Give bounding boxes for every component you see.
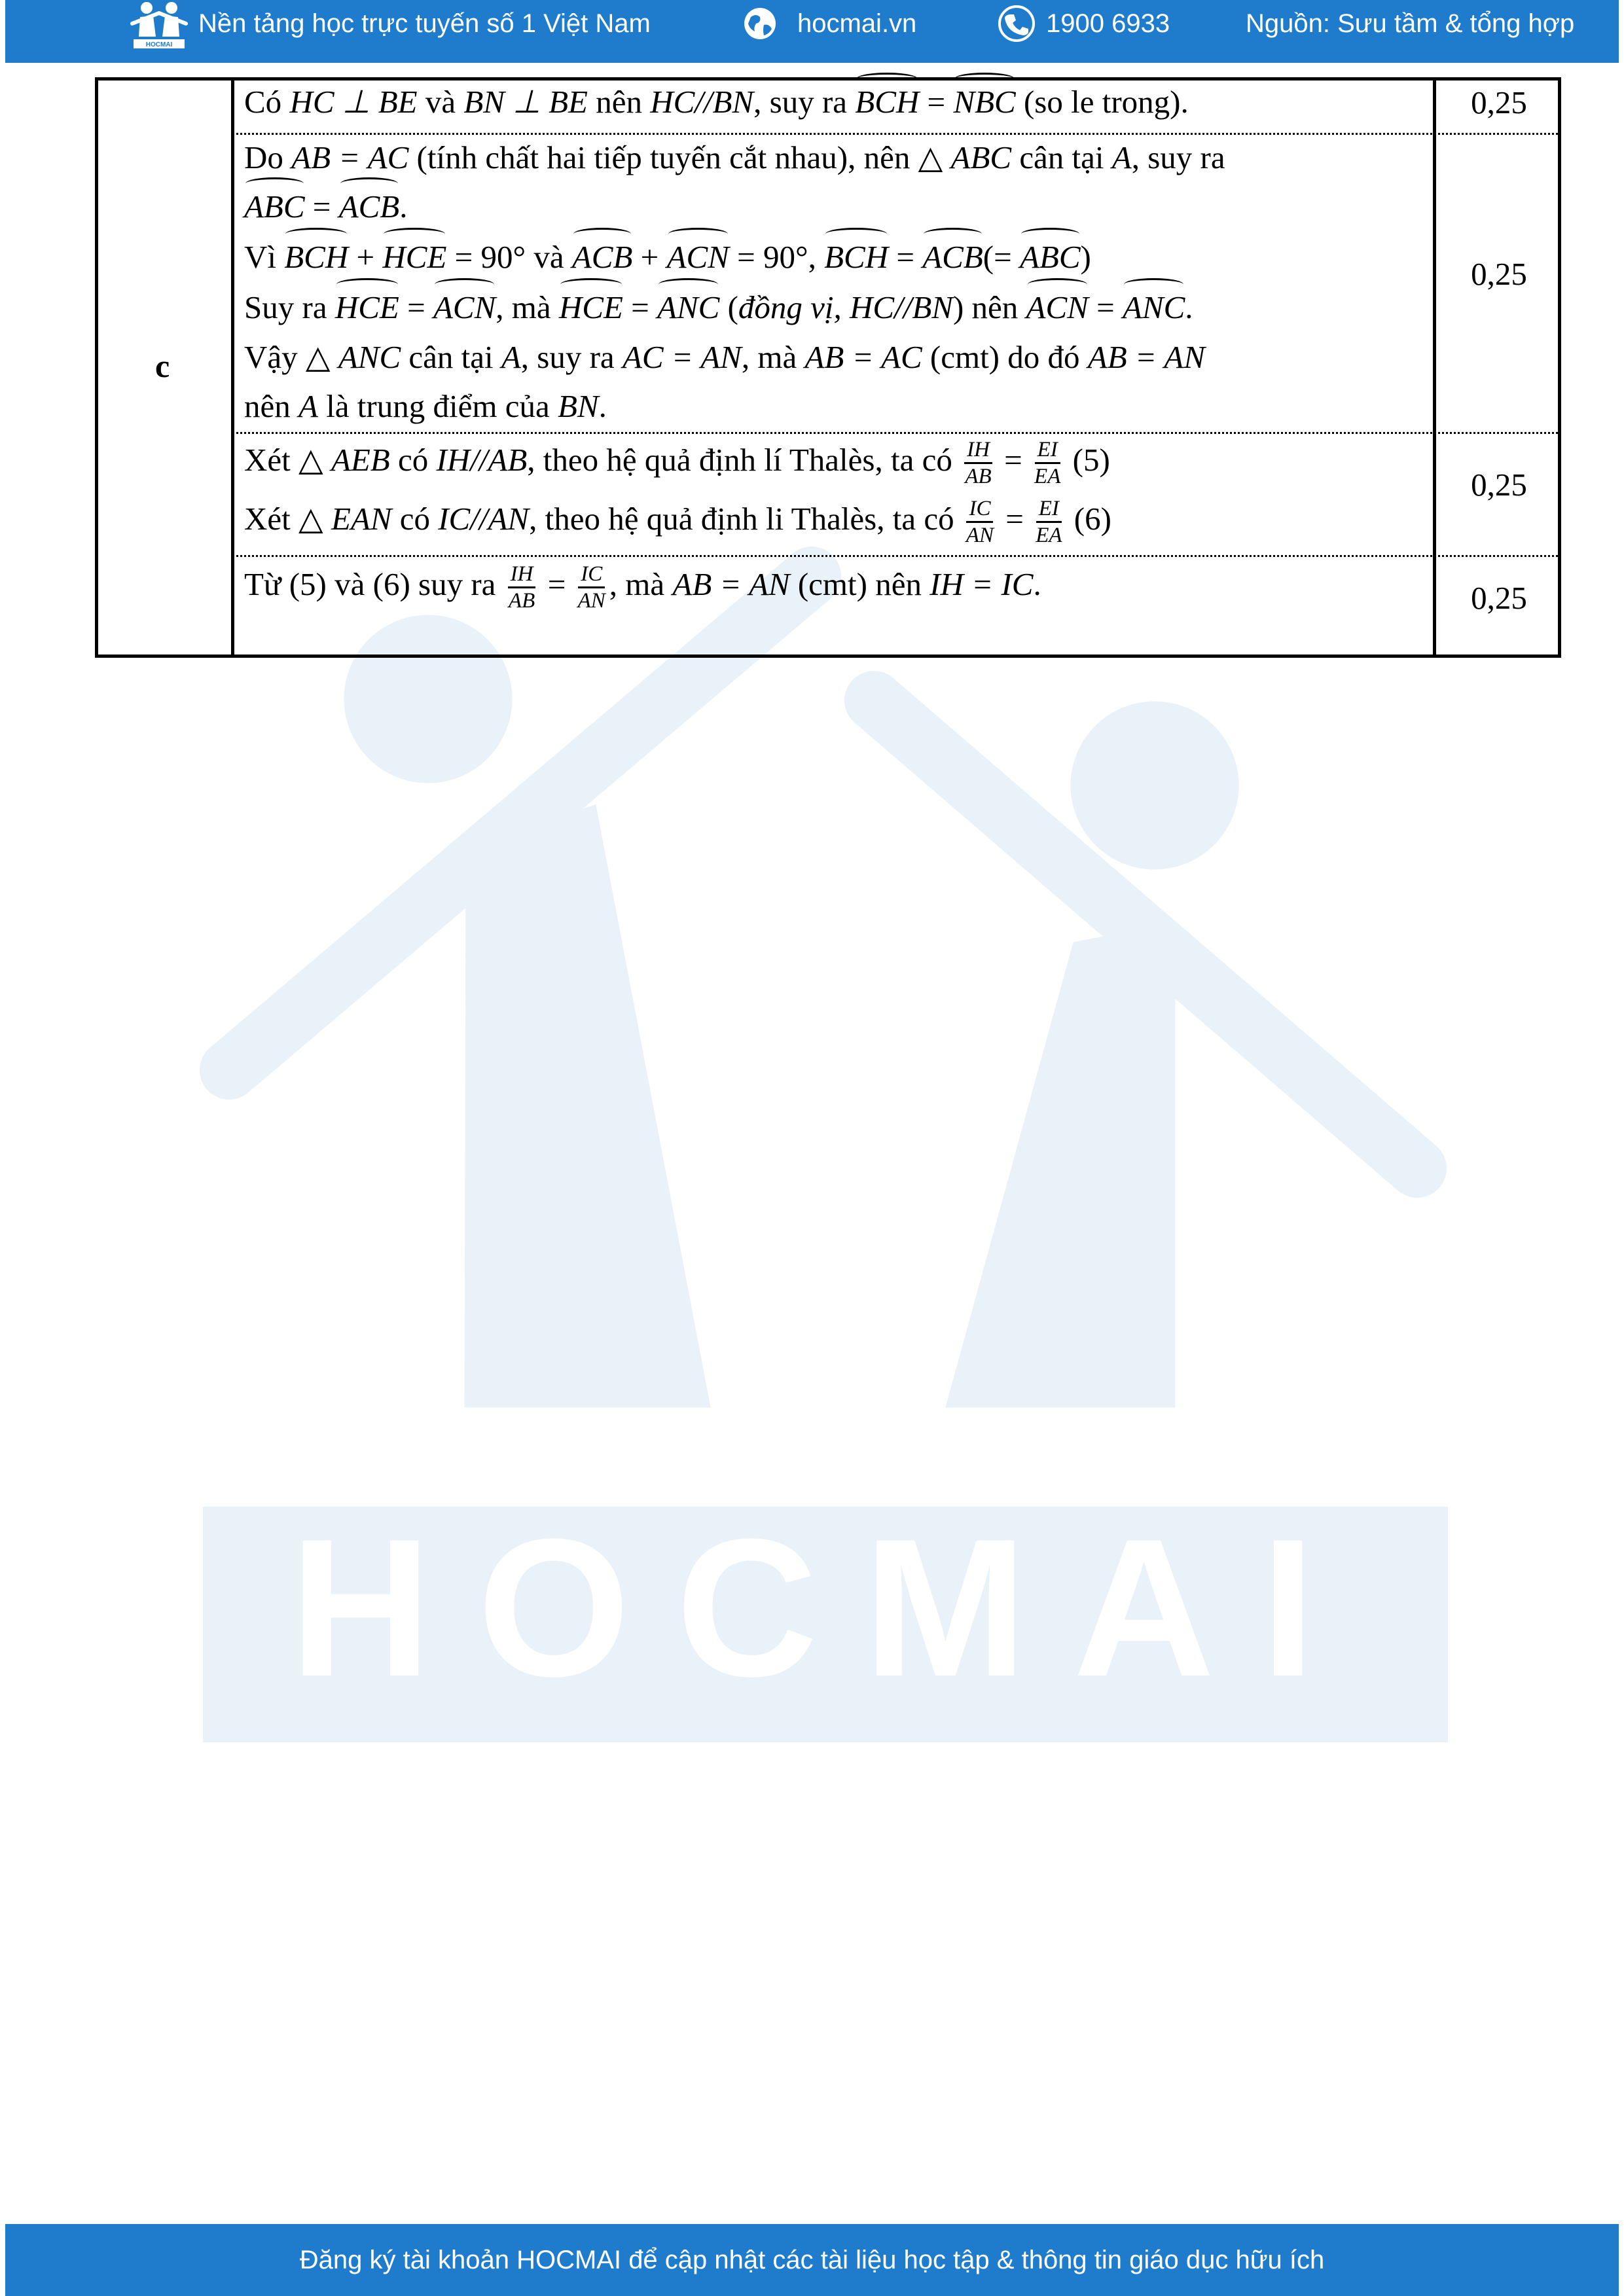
text-run: và (417, 84, 464, 120)
text-run: + (348, 239, 383, 275)
answer-line (244, 77, 1189, 127)
text-run: , theo hệ quả định lí Thalès, ta có (527, 442, 961, 478)
angle-symbol: BCH (284, 232, 348, 282)
text-run: . (399, 188, 408, 224)
source-note: Nguồn: Sưu tầm & tổng hợp (1246, 9, 1575, 38)
angle-symbol: BCH (855, 77, 919, 127)
text-run: , suy ra (753, 84, 856, 120)
text-run: . (1033, 566, 1041, 602)
math-expression: IH = IC (929, 566, 1034, 602)
angle-symbol: HCE (382, 232, 446, 282)
angle-symbol: HCE (335, 283, 399, 332)
fraction: $\frac{IC}{AN}$ (577, 562, 605, 613)
top-banner (5, 0, 1619, 63)
text-run: , mà (609, 566, 673, 602)
globe-icon (742, 0, 778, 47)
text-run: = (919, 84, 954, 120)
answer-line (244, 382, 607, 431)
answer-line (244, 560, 1041, 613)
math-expression: A (501, 339, 521, 375)
text-run: , mà (496, 289, 559, 325)
text-run: là trung điểm của (317, 388, 558, 424)
text-run: nên (244, 388, 298, 424)
angle-symbol: ACN (1026, 283, 1089, 332)
text-run: (so le trong). (1015, 84, 1189, 120)
math-expression: AB = AC (804, 339, 922, 375)
text-run: cân tại (1011, 139, 1112, 175)
text-run: = 90° và (446, 239, 572, 275)
math-expression: IH//AB (436, 442, 528, 478)
tagline: Nền tảng học trực tuyến số 1 Việt Nam (198, 9, 651, 38)
text-run: , suy ra (1131, 139, 1225, 175)
angle-symbol: ACB (922, 232, 983, 282)
angle-symbol: ABC (1020, 232, 1081, 282)
text-run: Xét △ (244, 501, 331, 537)
math-expression: IC//AN (438, 501, 530, 537)
text-run: (tính chất hai tiếp tuyến cắt nhau), nên △ (408, 139, 951, 175)
math-expression: đồng vị, HC//BN (738, 289, 953, 325)
math-expression: HC ⊥ BE (289, 84, 418, 120)
svg-text:HOCMAI: HOCMAI (145, 41, 173, 48)
answer-line (244, 182, 407, 232)
math-expression: A (1111, 139, 1132, 175)
score-value: 0,25 (1471, 467, 1527, 503)
hocmai-logo (130, 0, 189, 51)
text-run: , suy ra (520, 339, 623, 375)
angle-symbol: ANC (657, 283, 719, 332)
score-value: 0,25 (1471, 84, 1527, 120)
math-expression: HC//BN (650, 84, 754, 120)
fraction: $\frac{IH}{AB}$ (508, 562, 535, 613)
text-run: ( (719, 289, 738, 325)
math-expression: AC = AN (622, 339, 742, 375)
text-run: . (1185, 289, 1193, 325)
math-expression: ABC (950, 139, 1012, 175)
phone-icon (997, 0, 1036, 47)
text-run: = (623, 289, 658, 325)
text-run: (= (983, 239, 1020, 275)
fraction: $\frac{EI}{EA}$ (1036, 497, 1062, 548)
angle-symbol: BCH (824, 232, 888, 282)
website-link[interactable]: hocmai.vn (797, 9, 917, 38)
text-run: (6) (1066, 501, 1111, 537)
answer-line (244, 494, 1111, 548)
text-run: (cmt) nên (789, 566, 930, 602)
text-run: = (1088, 289, 1123, 325)
phone-number[interactable]: 1900 6933 (1046, 9, 1170, 38)
math-expression: AEB (331, 442, 390, 478)
text-run: Xét △ (244, 442, 331, 478)
text-run: = (539, 566, 574, 602)
text-run: Có (244, 84, 290, 120)
score-value: 0,25 (1471, 580, 1527, 616)
score-value: 0,25 (1471, 256, 1527, 292)
text-run: + (632, 239, 667, 275)
footer-text: Đăng ký tài khoản HOCMAI để cập nhật các tài liệu học tập & thông tin giáo dục hữu ích (299, 2245, 1325, 2274)
text-run: cân tại (401, 339, 501, 375)
text-run: Vì (244, 239, 285, 275)
angle-symbol: NBC (953, 77, 1015, 127)
text-run: ) (1080, 239, 1091, 275)
math-expression: EAN (331, 501, 392, 537)
text-run: (cmt) do đó (922, 339, 1088, 375)
angle-symbol: ACN (667, 232, 729, 282)
text-run: = (399, 289, 433, 325)
math-expression: A (298, 388, 318, 424)
watermark-text: HOCMAI (289, 1498, 1362, 1717)
part-label: c (155, 348, 170, 384)
text-run: , mà (741, 339, 805, 375)
angle-symbol: ABC (244, 182, 305, 232)
fraction: $\frac{EI}{EA}$ (1034, 438, 1061, 489)
math-expression: BN ⊥ BE (463, 84, 588, 120)
math-expression: AB = AN (1087, 339, 1205, 375)
text-run: ) nên (952, 289, 1026, 325)
text-run: (5) (1064, 442, 1110, 478)
footer-banner (5, 2224, 1619, 2296)
text-run: nên (587, 84, 651, 120)
answer-line (244, 332, 1205, 382)
text-run: Do (244, 139, 292, 175)
text-run: = 90°, (729, 239, 825, 275)
text-run: . (598, 388, 607, 424)
text-run: có (389, 442, 437, 478)
math-expression: BN (557, 388, 599, 424)
text-run: = (304, 188, 339, 224)
fraction: $\frac{IC}{AN}$ (965, 497, 994, 548)
angle-symbol: ACB (339, 182, 400, 232)
text-run: Từ (5) và (6) suy ra (244, 566, 504, 602)
answer-line (244, 283, 1193, 332)
answer-line (244, 133, 1225, 183)
angle-symbol: HCE (559, 283, 623, 332)
math-expression: AB = AC (291, 139, 409, 175)
answer-line (244, 435, 1110, 489)
text-run: , theo hệ quả định li Thalès, ta có (529, 501, 962, 537)
angle-symbol: ACB (572, 232, 633, 282)
answer-line (244, 232, 1091, 282)
math-expression: ANC (338, 339, 401, 375)
math-expression: AB = AN (672, 566, 790, 602)
text-run: = (996, 442, 1031, 478)
text-run: = (888, 239, 923, 275)
text-run: có (391, 501, 439, 537)
text-run: Suy ra (244, 289, 335, 325)
angle-symbol: ANC (1123, 283, 1185, 332)
fraction: $\frac{IH}{AB}$ (965, 438, 992, 489)
text-run: = (998, 501, 1032, 537)
text-run: Vậy △ (244, 339, 338, 375)
angle-symbol: ACN (433, 283, 496, 332)
